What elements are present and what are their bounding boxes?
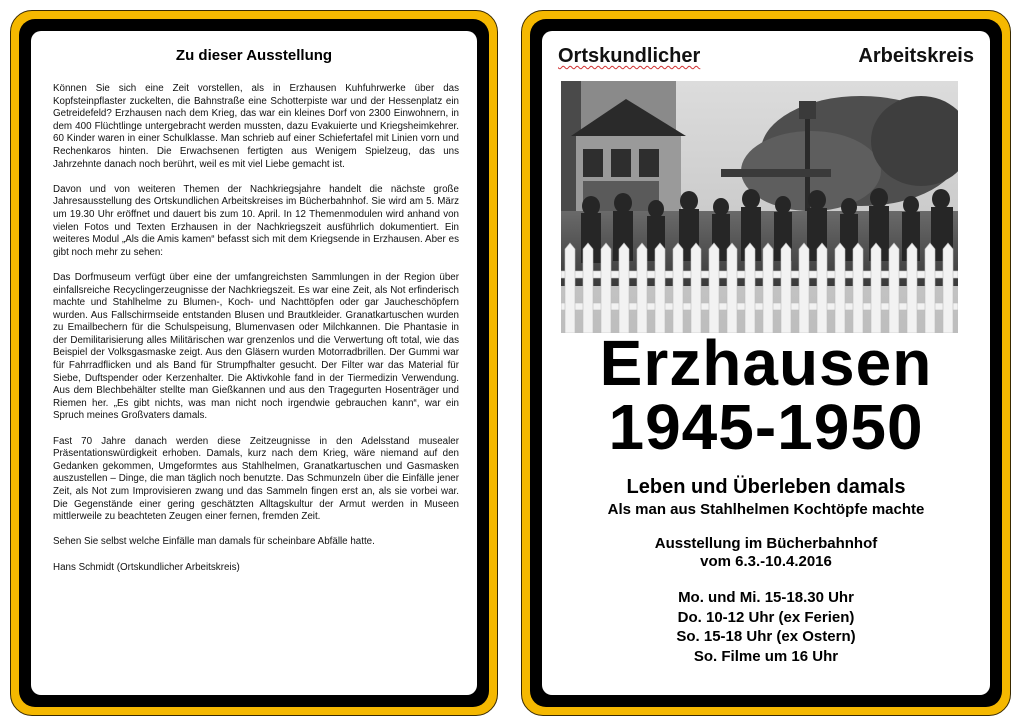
exhibition-intro-text	[53, 83, 459, 587]
paragraph-5: Sehen Sie selbst welche Einfälle man damals für scheinbare Abfälle hatte.	[53, 536, 375, 548]
paragraph-3: Das Dorfmuseum verfügt über eine der umfangreichsten Sammlungen in der Region über einfallsreiche Recyclingerzeugnisse der Nachkriegszeit. Es war eine Zeit, als Not erfinderisch machte und Stahlhelme zu Blumen-, Koch- und Nachttöpfen oder gar Jaucheschöpfern wurden. Aus Fallschirmseide entstanden Blusen und Brautkleider. Granatkartuschen wurden zu Emailbechern für die Schulspeisung, Blumenvasen oder Milchkannen. Die Phantasie in der Demilitarisierung alles Militärischen war grenzenlos und die Verwertung oft total, wie das Beispiel der Volksgasmaske zeigt. Aus den Gläsern wurden Motorradbrillen. Der Gummi war für Fahrradflicken und als Band für Strumpfhalter gesucht. Der Filter war das Material für Siebe, Duftspender oder Kerzenhalter. Die Aktivkohle fand in der Tiermedizin Verwendung. Aus dem Blechbehälter stellte man Gießkannen und aus den Tragegurten Hosenträger und Riemen her. „Es gibt nichts, was man nicht noch irgendwie gebrauchen kann“, war ein Spruch meines Großvaters damals.	[53, 271, 459, 422]
exhibition-intro-title: Zu dieser Ausstellung	[175, 47, 333, 64]
subtitle-primary: Leben und Überleben damals	[626, 476, 906, 498]
org-name-right: Arbeitskreis	[858, 45, 974, 67]
headline-title: Erzhausen	[599, 327, 933, 399]
paragraph-2: Davon und von weiteren Themen der Nachkriegsjahre handelt die nächste große Jahresausstellung des Ortskundlichen Arbeitskreises im Bücherbahnhof. Sie wird am 5. März um 19.30 Uhr eröffnet und dauert bis zum 10. April. In 12 Themenmodulen wird anhand von vielen Fotos und Texten Erzhausen in der Nachkriegszeit ausführlich dokumentiert. Ein weiteres Modul „Als die Amis kamen“ befasst sich mit dem Kriegsende in Erzhausen. Aber es gibt noch mehr zu sehen:	[53, 183, 459, 258]
paragraph-1: Können Sie sich eine Zeit vorstellen, als in Erzhausen Kuhfuhrwerke über das Kopfsteinpflaster zuckelten, die Bahnstraße eine Schotterpiste war und der Hessenplatz ein Getreidefeld? Erzhausen nach dem Krieg, das war ein kleines Dorf von 2300 Einwohnern, in dem 400 Flüchtlinge untergebracht werden mussten, dazu Evakuierte und Kriegsheimkehrer. 60 Kinder waren in einer Schulklasse. Man schrieb auf einer Schiefertafel mit Linien vorn und Rechenkaros hinten. Die Erwachsenen fertigten aus Wenigem Spielzeug, das uns Jahrzehnte danach noch berührt, weil es mit viel Liebe gemacht ist.	[53, 83, 459, 170]
left-panel-frame	[10, 10, 498, 716]
right-panel-content	[542, 31, 990, 695]
exhibition-venue: Ausstellung im Bücherbahnhof	[654, 535, 878, 552]
opening-hours	[542, 588, 990, 666]
left-panel-border	[19, 19, 489, 707]
left-panel-content	[31, 31, 477, 695]
paragraph-4: Fast 70 Jahre danach werden diese Zeitzeugnisse in den Adelsstand musealer Präsentationswürdigkeit erhoben. Damals, kurz nach dem Krieg, wäre niemand auf den Gedanken gekommen, Umgeformtes aus Stahlhelmen, Granatkartuschen und Gasmasken auszustellen – Dinge, die man täglich noch benutzte. Das Schmunzeln über die Einfälle jener Zeit, als Not zum Improvisieren zwang und das Sammeln fingen erst an, als sie vorbei war. Die Gegenstände einer gering geschätzten Alltagskultur der Armut werden in Museen mittlerweile zu beachteten Zeugen einer fernen, fremden Zeit.	[53, 435, 459, 523]
right-panel-frame	[521, 10, 1011, 716]
org-name-left: Ortskundlicher	[558, 45, 701, 67]
exhibition-dates: vom 6.3.-10.4.2016	[700, 553, 832, 570]
headline-years: 1945-1950	[608, 391, 924, 463]
hours-line-1: Mo. und Mi. 15-18.30 Uhr	[678, 589, 854, 606]
subtitle-secondary: Als man aus Stahlhelmen Kochtöpfe machte	[607, 501, 925, 518]
exhibition-info	[542, 535, 990, 571]
right-panel-border	[530, 19, 1002, 707]
hours-line-3: So. 15-18 Uhr (ex Ostern)	[676, 628, 856, 645]
signature: Hans Schmidt (Ortskundlicher Arbeitskreis)	[53, 561, 240, 573]
hours-line-4: So. Filme um 16 Uhr	[693, 647, 839, 665]
historic-photo	[561, 81, 958, 333]
hours-line-2: Do. 10-12 Uhr (ex Ferien)	[677, 608, 855, 626]
